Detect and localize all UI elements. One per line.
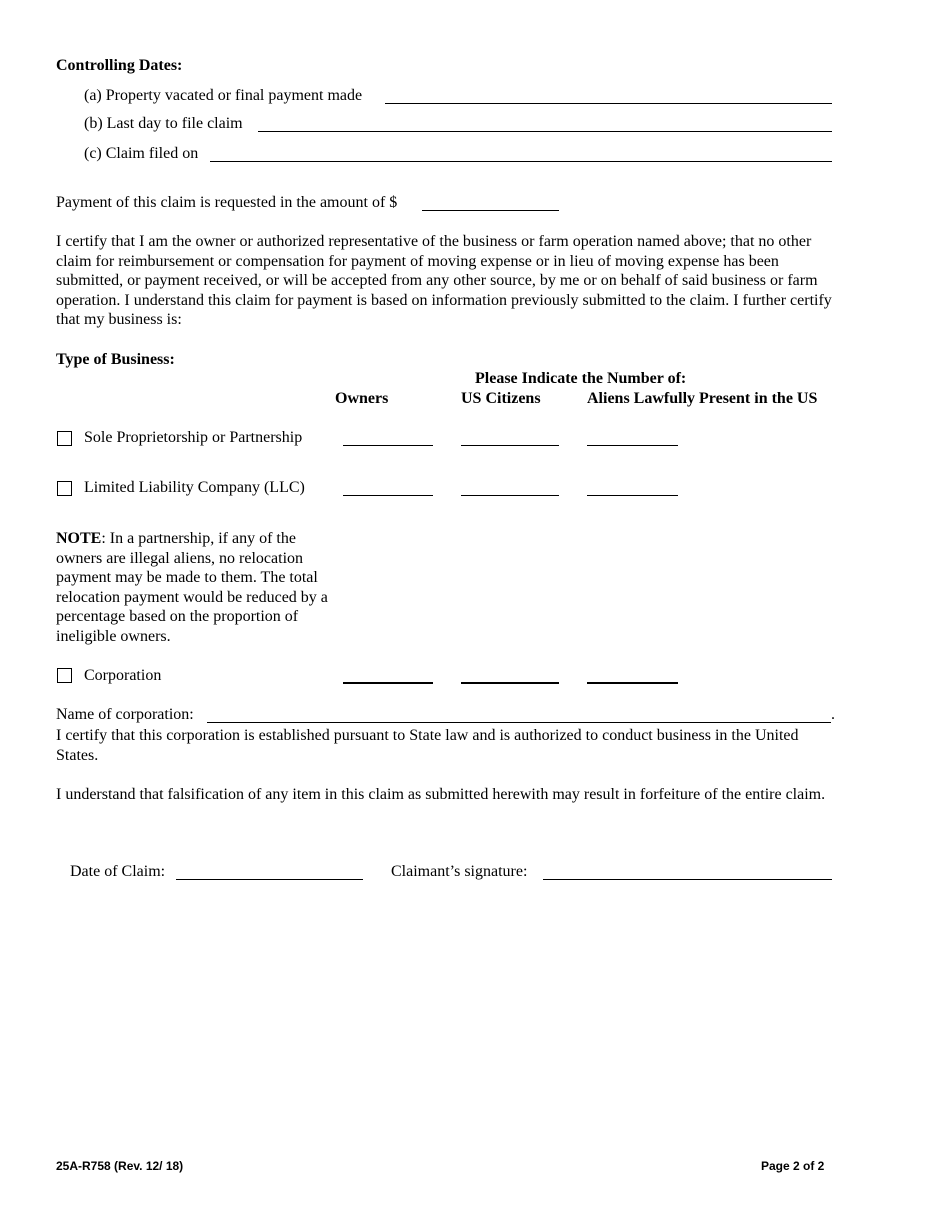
- claimant-signature-field[interactable]: [543, 879, 832, 880]
- indicate-number-header: Please Indicate the Number of:: [475, 370, 687, 387]
- sole-proprietorship-label: Sole Proprietorship or Partnership: [84, 429, 303, 446]
- llc-aliens-field[interactable]: [587, 495, 678, 496]
- sole-proprietorship-checkbox[interactable]: [57, 431, 72, 446]
- corporation-name-field[interactable]: [207, 722, 831, 723]
- controlling-dates-heading: Controlling Dates:: [56, 57, 183, 74]
- date-b-field[interactable]: [258, 131, 832, 132]
- llc-citizens-field[interactable]: [461, 495, 559, 496]
- certification-paragraph: I certify that I am the owner or authorized representative of the business or farm operation named above; that no other claim for reimbursement or compensation for payment of moving expense or in lieu of moving expense has been submitted, or payment received, or will be accepted from any other source, by me or on behalf of said business or farm operation. I understand this claim for payment is based on information previously submitted to the claim. I further certify that my business is:: [56, 233, 832, 328]
- sole-owners-field[interactable]: [343, 445, 433, 446]
- note-label: NOTE: [56, 530, 102, 547]
- payment-amount-field[interactable]: [422, 210, 559, 211]
- column-aliens: Aliens Lawfully Present in the US: [587, 390, 818, 407]
- falsification-statement: I understand that falsification of any item in this claim as submitted herewith may result in forfeiture of the entire claim.: [56, 786, 826, 803]
- date-of-claim-label: Date of Claim:: [70, 863, 166, 880]
- date-of-claim-field[interactable]: [176, 879, 363, 880]
- form-id: 25A-R758 (Rev. 12/ 18): [56, 1159, 184, 1173]
- corporation-name-period: .: [831, 706, 835, 723]
- corporation-checkbox[interactable]: [57, 668, 72, 683]
- corporation-certification: I certify that this corporation is established pursuant to State law and is authorized to conduct business in the United States.: [56, 727, 799, 764]
- page-number: Page 2 of 2: [761, 1159, 825, 1173]
- llc-owners-field[interactable]: [343, 495, 433, 496]
- note-text: : In a partnership, if any of the owners are illegal aliens, no relocation payment may be made to them. The total relocation payment would be reduced by a percentage based on the proportion of ineligible owners.: [56, 530, 328, 645]
- corp-aliens-field[interactable]: [587, 682, 678, 684]
- column-us-citizens: US Citizens: [461, 390, 541, 407]
- sole-aliens-field[interactable]: [587, 445, 678, 446]
- corp-citizens-field[interactable]: [461, 682, 559, 684]
- date-a-label: (a) Property vacated or final payment made: [84, 87, 363, 104]
- payment-amount-label: Payment of this claim is requested in the amount of $: [56, 194, 398, 211]
- llc-checkbox[interactable]: [57, 481, 72, 496]
- column-owners: Owners: [335, 390, 389, 407]
- date-a-field[interactable]: [385, 103, 832, 104]
- date-c-label: (c) Claim filed on: [84, 145, 199, 162]
- date-c-field[interactable]: [210, 161, 832, 162]
- business-type-heading: Type of Business:: [56, 351, 175, 368]
- date-b-label: (b) Last day to file claim: [84, 115, 243, 132]
- llc-label: Limited Liability Company (LLC): [84, 479, 305, 496]
- corporation-label: Corporation: [84, 667, 162, 684]
- sole-citizens-field[interactable]: [461, 445, 559, 446]
- claimant-signature-label: Claimant’s signature:: [391, 863, 528, 880]
- corp-owners-field[interactable]: [343, 682, 433, 684]
- corporation-name-label: Name of corporation:: [56, 706, 194, 723]
- partnership-note: [56, 529, 328, 646]
